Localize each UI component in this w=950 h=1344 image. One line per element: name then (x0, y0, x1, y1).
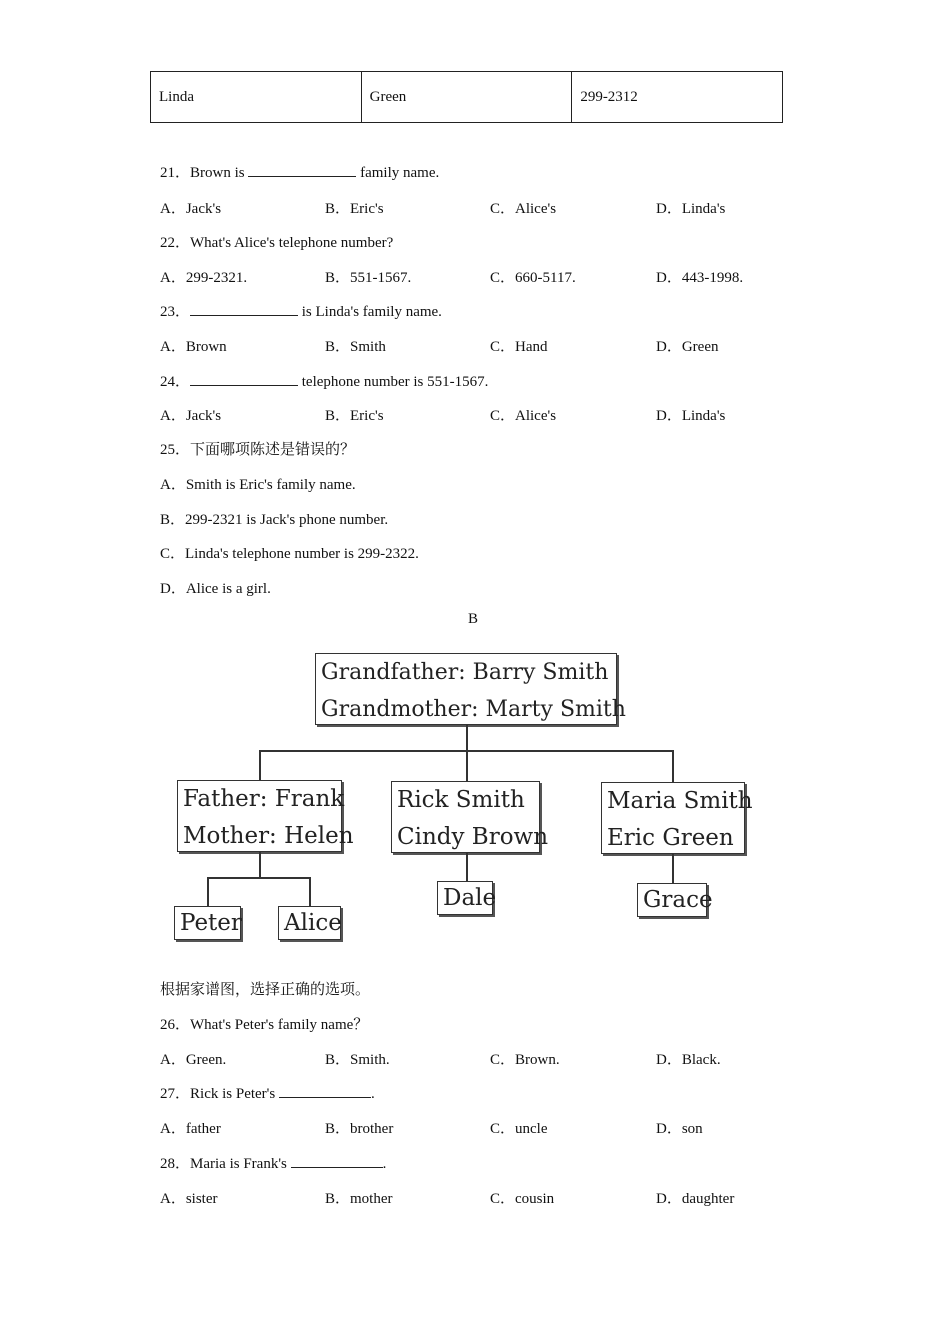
cindy-label: Cindy Brown (397, 824, 549, 850)
option-26-d[interactable]: D．Black. (656, 1052, 721, 1068)
question-number: 28． (160, 1156, 191, 1172)
option-28-d[interactable]: D．daughter (656, 1191, 735, 1207)
answer-blank (190, 371, 298, 386)
option-24-c[interactable]: C．Alice's (490, 408, 557, 424)
question-text: What's Alice's telephone number? (190, 235, 394, 251)
question-text: Maria is Frank's (190, 1156, 291, 1172)
answer-blank (248, 162, 356, 177)
info-table (150, 71, 783, 123)
grace-box: Grace (637, 883, 707, 917)
option-28-b[interactable]: B．mother (325, 1191, 393, 1207)
peter-box: Peter (174, 906, 241, 940)
option-23-c[interactable]: C．Hand (490, 339, 548, 355)
question-number: 27． (160, 1086, 191, 1102)
question-text: Rick is Peter's (190, 1086, 279, 1102)
option-23-a[interactable]: A．Brown (160, 339, 227, 355)
option-27-b[interactable]: B．brother (325, 1121, 394, 1137)
option-21-b[interactable]: B．Eric's (325, 201, 384, 217)
section-label: B (468, 611, 479, 627)
left-couple-box (177, 780, 354, 852)
connector-line (207, 877, 209, 906)
answer-blank (190, 301, 298, 316)
option-25-a[interactable]: A．Smith is Eric's family name. (160, 477, 356, 493)
connector-line (309, 877, 311, 906)
option-26-b[interactable]: B．Smith. (325, 1052, 390, 1068)
eric-label: Eric Green (607, 825, 734, 851)
question-text: What's Peter's family name？ (190, 1017, 369, 1033)
option-24-b[interactable]: B．Eric's (325, 408, 384, 424)
grandmother-label: Grandmother: Marty Smith (321, 697, 626, 722)
option-28-a[interactable]: A．sister (160, 1191, 218, 1207)
option-25-d[interactable]: D．Alice is a girl. (160, 581, 271, 597)
option-24-a[interactable]: A．Jack's (160, 408, 222, 424)
dale-box: Dale (437, 881, 493, 915)
maria-label: Maria Smith (607, 788, 753, 814)
question-number: 25． (160, 442, 191, 458)
question-22 (160, 231, 393, 252)
connector-line (466, 725, 468, 751)
question-number: 21． (160, 165, 191, 181)
question-number: 24． (160, 374, 191, 390)
option-21-a[interactable]: A．Jack's (160, 201, 222, 217)
option-25-c[interactable]: C．Linda's telephone number is 299-2322. (160, 546, 419, 562)
connector-line (672, 854, 674, 883)
connector-line (259, 852, 261, 878)
table-row (151, 72, 783, 123)
question-24 (160, 370, 488, 391)
alice-box: Alice (278, 906, 341, 940)
right-couple-box (601, 782, 753, 854)
question-21 (160, 161, 439, 182)
question-25 (160, 438, 355, 459)
middle-couple-box (391, 781, 549, 853)
connector-line (466, 750, 468, 781)
connector-line (672, 750, 674, 782)
answer-blank (279, 1083, 371, 1098)
connector-line (259, 750, 261, 780)
option-27-c[interactable]: C．uncle (490, 1121, 548, 1137)
option-21-d[interactable]: D．Linda's (656, 201, 726, 217)
question-27 (160, 1082, 375, 1103)
question-text: . (382, 1156, 387, 1172)
answer-blank (291, 1153, 383, 1168)
question-text: 下面哪项陈述是错误的？ (190, 440, 356, 458)
table-cell-first-name: Linda (151, 72, 362, 123)
option-26-a[interactable]: A．Green. (160, 1052, 227, 1068)
option-24-d[interactable]: D．Linda's (656, 408, 726, 424)
question-number: 23． (160, 304, 191, 320)
grandfather-label: Grandfather: Barry Smith (321, 660, 609, 685)
question-number: 26． (160, 1017, 191, 1033)
question-text: . (370, 1086, 375, 1102)
table-cell-phone: 299-2312 (572, 72, 783, 123)
option-25-b[interactable]: B．299-2321 is Jack's phone number. (160, 512, 389, 528)
question-text: family name. (356, 165, 440, 181)
question-23 (160, 300, 442, 321)
question-28 (160, 1152, 386, 1173)
option-27-d[interactable]: D．son (656, 1121, 703, 1137)
mother-label: Mother: Helen (183, 823, 354, 849)
question-text: is Linda's family name. (298, 304, 442, 320)
father-label: Father: Frank (183, 786, 345, 812)
option-22-a[interactable]: A．299-2321. (160, 270, 248, 286)
option-26-c[interactable]: C．Brown. (490, 1052, 560, 1068)
question-26 (160, 1013, 368, 1034)
table-cell-family-name: Green (361, 72, 572, 123)
instruction-text: 根据家谱图，选择正确的选项。 (160, 980, 371, 998)
option-21-c[interactable]: C．Alice's (490, 201, 557, 217)
option-22-b[interactable]: B．551-1567. (325, 270, 412, 286)
question-number: 22． (160, 235, 191, 251)
question-text: telephone number is 551-1567. (298, 374, 489, 390)
option-23-d[interactable]: D．Green (656, 339, 719, 355)
connector-line (207, 877, 310, 879)
option-23-b[interactable]: B．Smith (325, 339, 386, 355)
rick-label: Rick Smith (397, 787, 525, 813)
question-text: Brown is (190, 165, 249, 181)
option-28-c[interactable]: C．cousin (490, 1191, 555, 1207)
grandparents-box (315, 653, 626, 725)
option-27-a[interactable]: A．father (160, 1121, 221, 1137)
option-22-d[interactable]: D．443-1998. (656, 270, 744, 286)
option-22-c[interactable]: C．660-5117. (490, 270, 576, 286)
connector-line (466, 853, 468, 881)
